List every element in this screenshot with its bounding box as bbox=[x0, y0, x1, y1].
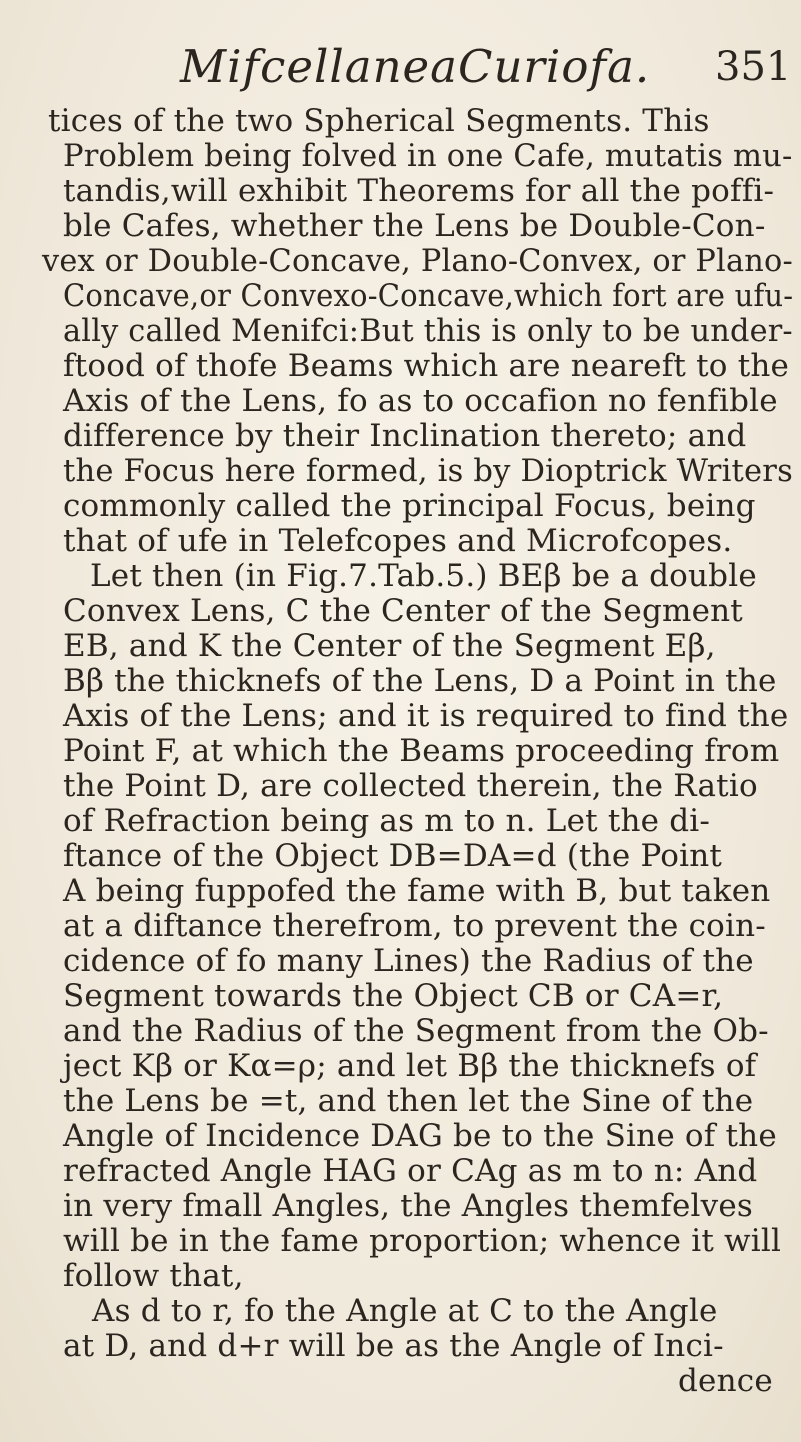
text-line: at a diftance therefrom, to prevent the coin- bbox=[63, 908, 766, 944]
text-line: difference by their Inclination thereto; and bbox=[63, 418, 747, 454]
text-line: Angle of Incidence DAG be to the Sine of the bbox=[63, 1118, 777, 1154]
text-line: the Lens be =t, and then let the Sine of the bbox=[63, 1083, 754, 1119]
text-line: follow that, bbox=[63, 1258, 244, 1294]
text-line: ject Kβ or Kα=ρ; and let Bβ the thicknefs of bbox=[63, 1048, 757, 1084]
text-line: will be in the fame proportion; whence it will bbox=[63, 1223, 782, 1259]
text-line: tices of the two Spherical Segments. This bbox=[48, 103, 710, 139]
text-line: A being fuppofed the fame with B, but taken bbox=[63, 873, 771, 909]
running-title: MifcellaneaCuriofa. bbox=[180, 40, 651, 93]
text-line: of Refraction being as m to n. Let the di- bbox=[63, 803, 711, 839]
text-line: ftance of the Object DB=DA=d (the Point bbox=[63, 838, 723, 874]
text-line: Point F, at which the Beams proceeding from bbox=[63, 733, 780, 769]
text-line: at D, and d+r will be as the Angle of Inci- bbox=[63, 1328, 724, 1364]
text-line: the Point D, are collected therein, the Ratio bbox=[63, 768, 758, 804]
text-line: in very fmall Angles, the Angles themfelves bbox=[63, 1188, 753, 1224]
text-line: Problem being folved in one Cafe, mutatis mu- bbox=[63, 138, 793, 174]
text-line: refracted Angle HAG or CAg as m to n: And bbox=[63, 1153, 758, 1189]
catchword: dence bbox=[678, 1363, 773, 1399]
text-line: the Focus here formed, is by Dioptrick Writers bbox=[63, 453, 793, 489]
text-line: Concave,or Convexo-Concave,which fort are ufu- bbox=[63, 278, 794, 314]
text-line: Let then (in Fig.7.Tab.5.) BEβ be a double bbox=[90, 558, 757, 594]
page-number: 351 bbox=[715, 44, 792, 90]
text-line: commonly called the principal Focus, being bbox=[63, 488, 756, 524]
text-line: that of ufe in Telefcopes and Microfcopes. bbox=[63, 523, 733, 559]
text-line: Axis of the Lens, fo as to occafion no fenfible bbox=[63, 383, 778, 419]
text-line: Convex Lens, C the Center of the Segment bbox=[63, 593, 743, 629]
text-line: and the Radius of the Segment from the Ob- bbox=[63, 1013, 769, 1049]
text-line: ally called Menifci:But this is only to be under- bbox=[63, 313, 793, 349]
page-header bbox=[0, 40, 801, 94]
text-line: ftood of thofe Beams which are neareft to the bbox=[63, 348, 790, 384]
text-line: vex or Double-Concave, Plano-Convex, or Plano- bbox=[42, 243, 793, 279]
text-line: tandis,will exhibit Theorems for all the poffi- bbox=[63, 173, 775, 209]
text-line: As d to r, fo the Angle at C to the Angle bbox=[92, 1293, 718, 1329]
text-line: EB, and K the Center of the Segment Eβ, bbox=[63, 628, 716, 664]
text-line: ble Cafes, whether the Lens be Double-Con- bbox=[63, 208, 766, 244]
text-line: cidence of fo many Lines) the Radius of the bbox=[63, 943, 754, 979]
text-line: Axis of the Lens; and it is required to find the bbox=[63, 698, 789, 734]
text-line: Bβ the thicknefs of the Lens, D a Point in the bbox=[63, 663, 777, 699]
text-line: Segment towards the Object CB or CA=r, bbox=[63, 978, 724, 1014]
